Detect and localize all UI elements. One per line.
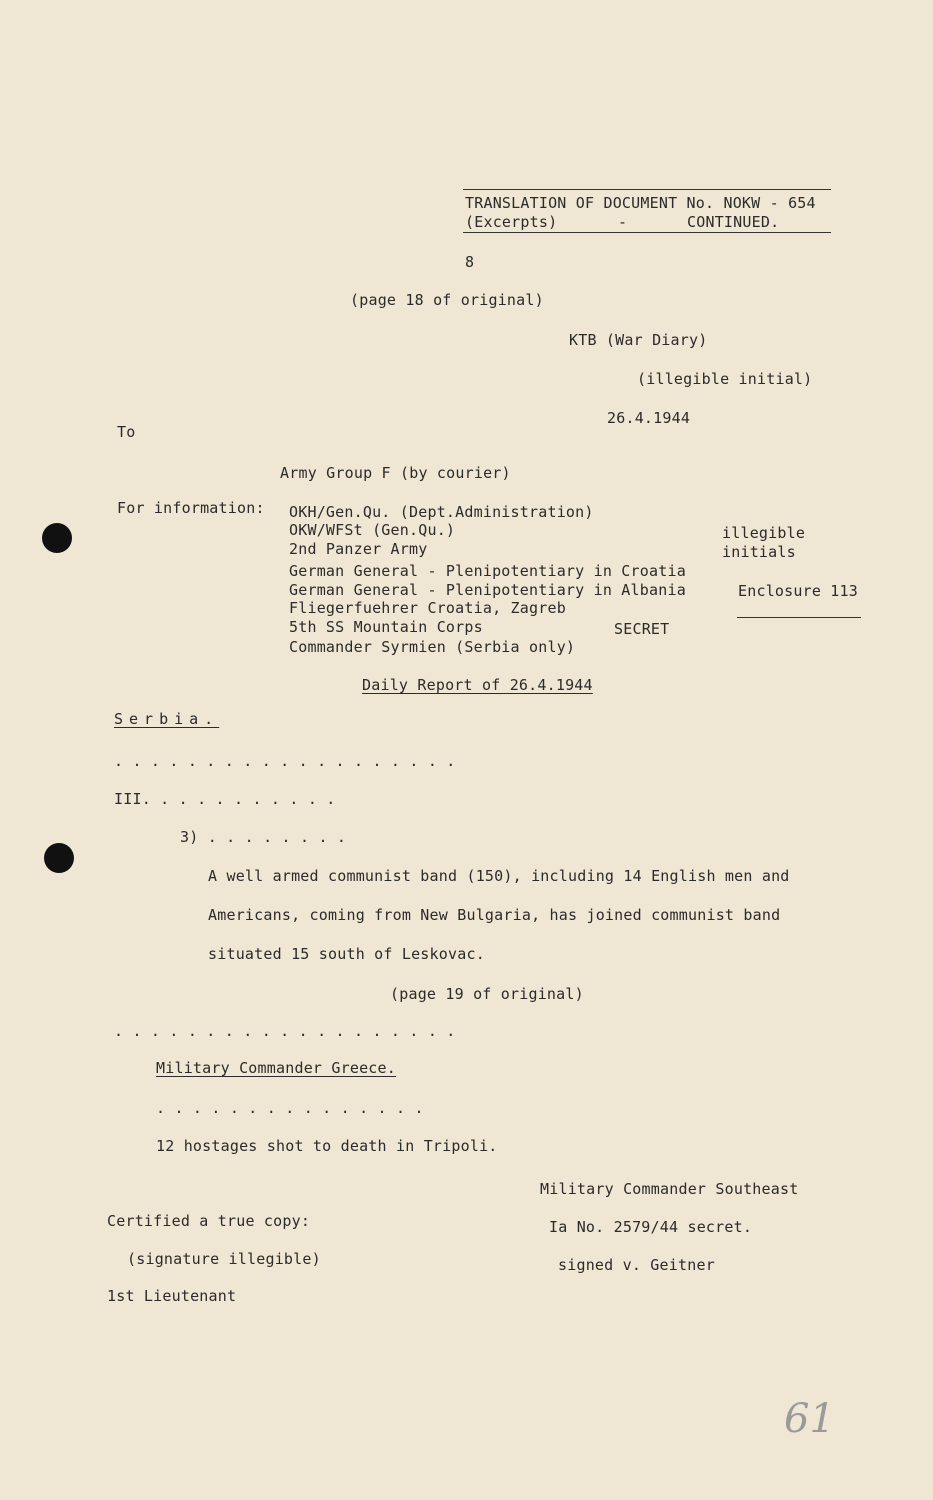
info-line: 2nd Panzer Army: [289, 540, 428, 558]
secret-stamp: SECRET: [614, 620, 670, 638]
ktb-label: KTB (War Diary): [569, 331, 708, 349]
hostages-line: 12 hostages shot to death in Tripoli.: [156, 1137, 498, 1155]
document-date: 26.4.1944: [607, 409, 691, 427]
enclosure-rule: [737, 617, 861, 618]
punch-hole: [42, 523, 72, 553]
commander-title: Military Commander Southeast: [540, 1180, 799, 1198]
info-line: 5th SS Mountain Corps: [289, 618, 483, 636]
info-line: Fliegerfuehrer Croatia, Zagreb: [289, 599, 566, 617]
info-line: German General - Plenipotentiary in Albania: [289, 581, 686, 599]
to-recipient: Army Group F (by courier): [280, 464, 511, 482]
header-bottom-rule: [463, 232, 831, 233]
header-excerpts: (Excerpts): [465, 213, 558, 231]
page-reference-2: (page 19 of original): [390, 985, 584, 1003]
certifier-rank: 1st Lieutenant: [107, 1287, 237, 1305]
info-label: For information:: [117, 499, 265, 517]
section-serbia: Serbia.: [114, 710, 220, 728]
page-number: 8: [465, 253, 475, 271]
illegible-initial: (illegible initial): [637, 370, 813, 388]
report-paragraph-line: situated 15 south of Leskovac.: [208, 945, 485, 963]
punch-hole: [44, 843, 74, 873]
handwritten-page-number: 61: [784, 1396, 835, 1442]
roman-numeral-item: III. . . . . . . . . . .: [114, 790, 336, 808]
report-paragraph-line: A well armed communist band (150), including 14 English men and: [208, 867, 790, 885]
ellipsis-row: . . . . . . . . . . . . . . .: [156, 1099, 424, 1117]
item-3: 3) . . . . . . . .: [180, 828, 347, 846]
info-line: [289, 638, 575, 656]
reference-number: Ia No. 2579/44 secret.: [549, 1218, 753, 1236]
ellipsis-row: . . . . . . . . . . . . . . . . . . .: [114, 1022, 456, 1040]
ellipsis-row: . . . . . . . . . . . . . . . . . . .: [114, 752, 456, 770]
side-illegible: illegible: [722, 524, 806, 542]
header-dash: -: [618, 213, 628, 231]
header-top-rule: [463, 189, 831, 190]
section-greece: Military Commander Greece.: [156, 1059, 396, 1077]
info-line: OKH/Gen.Qu. (Dept.Administration): [289, 503, 594, 521]
header-title: TRANSLATION OF DOCUMENT No. NOKW - 654: [465, 194, 816, 212]
info-line: OKW/WFSt (Gen.Qu.): [289, 521, 456, 539]
signature-illegible: (signature illegible): [127, 1250, 321, 1268]
report-title: Daily Report of 26.4.1944: [362, 676, 593, 694]
header-continued: CONTINUED.: [687, 213, 780, 231]
page-reference-1: (page 18 of original): [350, 291, 544, 309]
enclosure-label: Enclosure 113: [738, 582, 858, 600]
side-initials: initials: [722, 543, 796, 561]
certified-line: Certified a true copy:: [107, 1212, 311, 1230]
info-line-last: Commander Syrmien (Serbia only): [289, 638, 576, 656]
signed-by: signed v. Geitner: [558, 1256, 715, 1274]
report-paragraph-line: Americans, coming from New Bulgaria, has joined communist band: [208, 906, 781, 924]
info-line: German General - Plenipotentiary in Croatia: [289, 562, 686, 580]
to-label: To: [117, 423, 136, 441]
